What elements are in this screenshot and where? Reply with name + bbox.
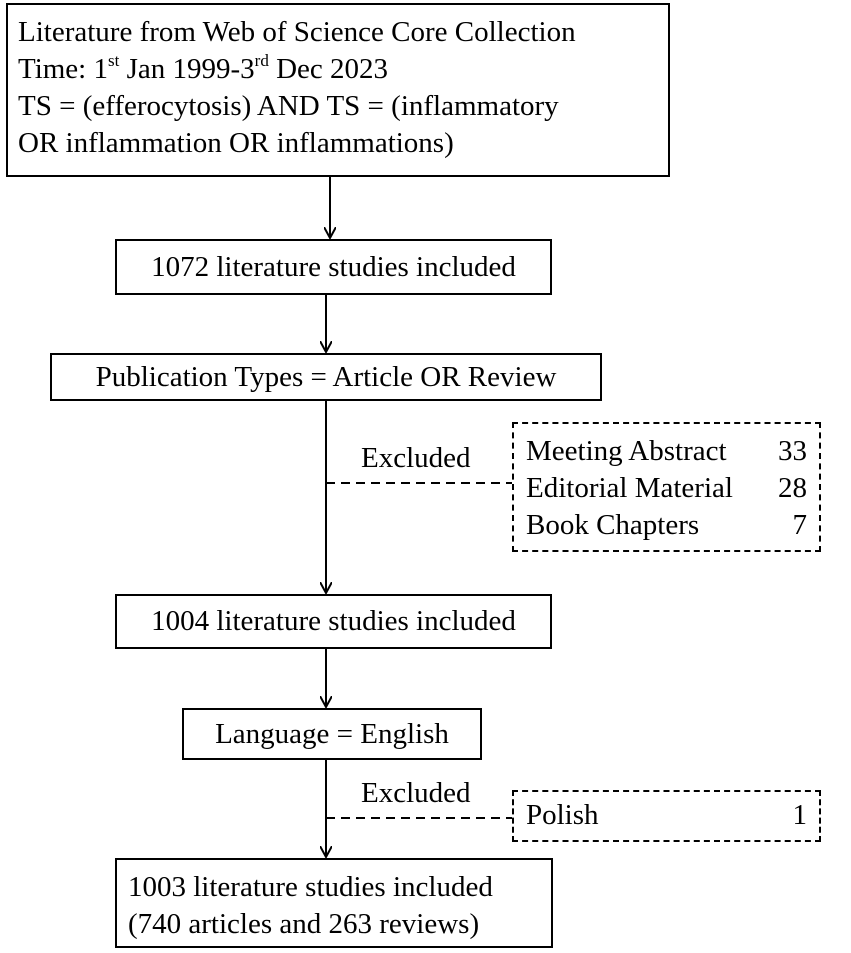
final-count-line: 1003 literature studies included xyxy=(128,871,493,903)
step1-box xyxy=(115,239,552,295)
exclusion1-item-name: Meeting Abstract xyxy=(526,435,727,467)
final-box xyxy=(115,858,553,948)
filter1-text: Publication Types = Article OR Review xyxy=(95,361,557,393)
filter2-box xyxy=(182,708,482,760)
exclusion1-item xyxy=(526,470,807,507)
step2-box xyxy=(115,594,552,649)
exclusion2-item-name: Polish xyxy=(526,799,599,831)
exclusion1-item xyxy=(526,507,807,544)
exclusion2-item-count: 1 xyxy=(792,799,807,831)
query-line-1: TS = (efferocytosis) AND TS = (inflammatory xyxy=(18,90,559,122)
exclusion1-item-name: Editorial Material xyxy=(526,472,733,504)
step2-text: 1004 literature studies included xyxy=(151,605,516,637)
exclusion1-label: Excluded xyxy=(361,442,471,474)
exclusion2-item xyxy=(526,797,807,834)
exclusion1-item-count: 33 xyxy=(778,435,807,467)
exclusion1-item-count: 7 xyxy=(792,509,807,541)
exclusion2-label: Excluded xyxy=(361,777,471,809)
filter1-box xyxy=(50,353,602,401)
exclusion1-item-name: Book Chapters xyxy=(526,509,700,541)
final-breakdown-line: (740 articles and 263 reviews) xyxy=(128,908,480,940)
exclusion1-box xyxy=(512,422,821,552)
source-database-line: Literature from Web of Science Core Collection xyxy=(18,16,576,48)
filter2-text: Language = English xyxy=(215,718,449,750)
exclusion1-item xyxy=(526,433,807,470)
source-box xyxy=(6,3,670,177)
exclusion2-box xyxy=(512,790,821,842)
time-range-line: Time: 1st Jan 1999-3rd Dec 2023 xyxy=(18,51,389,85)
query-line-2: OR inflammation OR inflammations) xyxy=(18,127,454,159)
step1-text: 1072 literature studies included xyxy=(151,251,516,283)
exclusion1-item-count: 28 xyxy=(778,472,807,504)
